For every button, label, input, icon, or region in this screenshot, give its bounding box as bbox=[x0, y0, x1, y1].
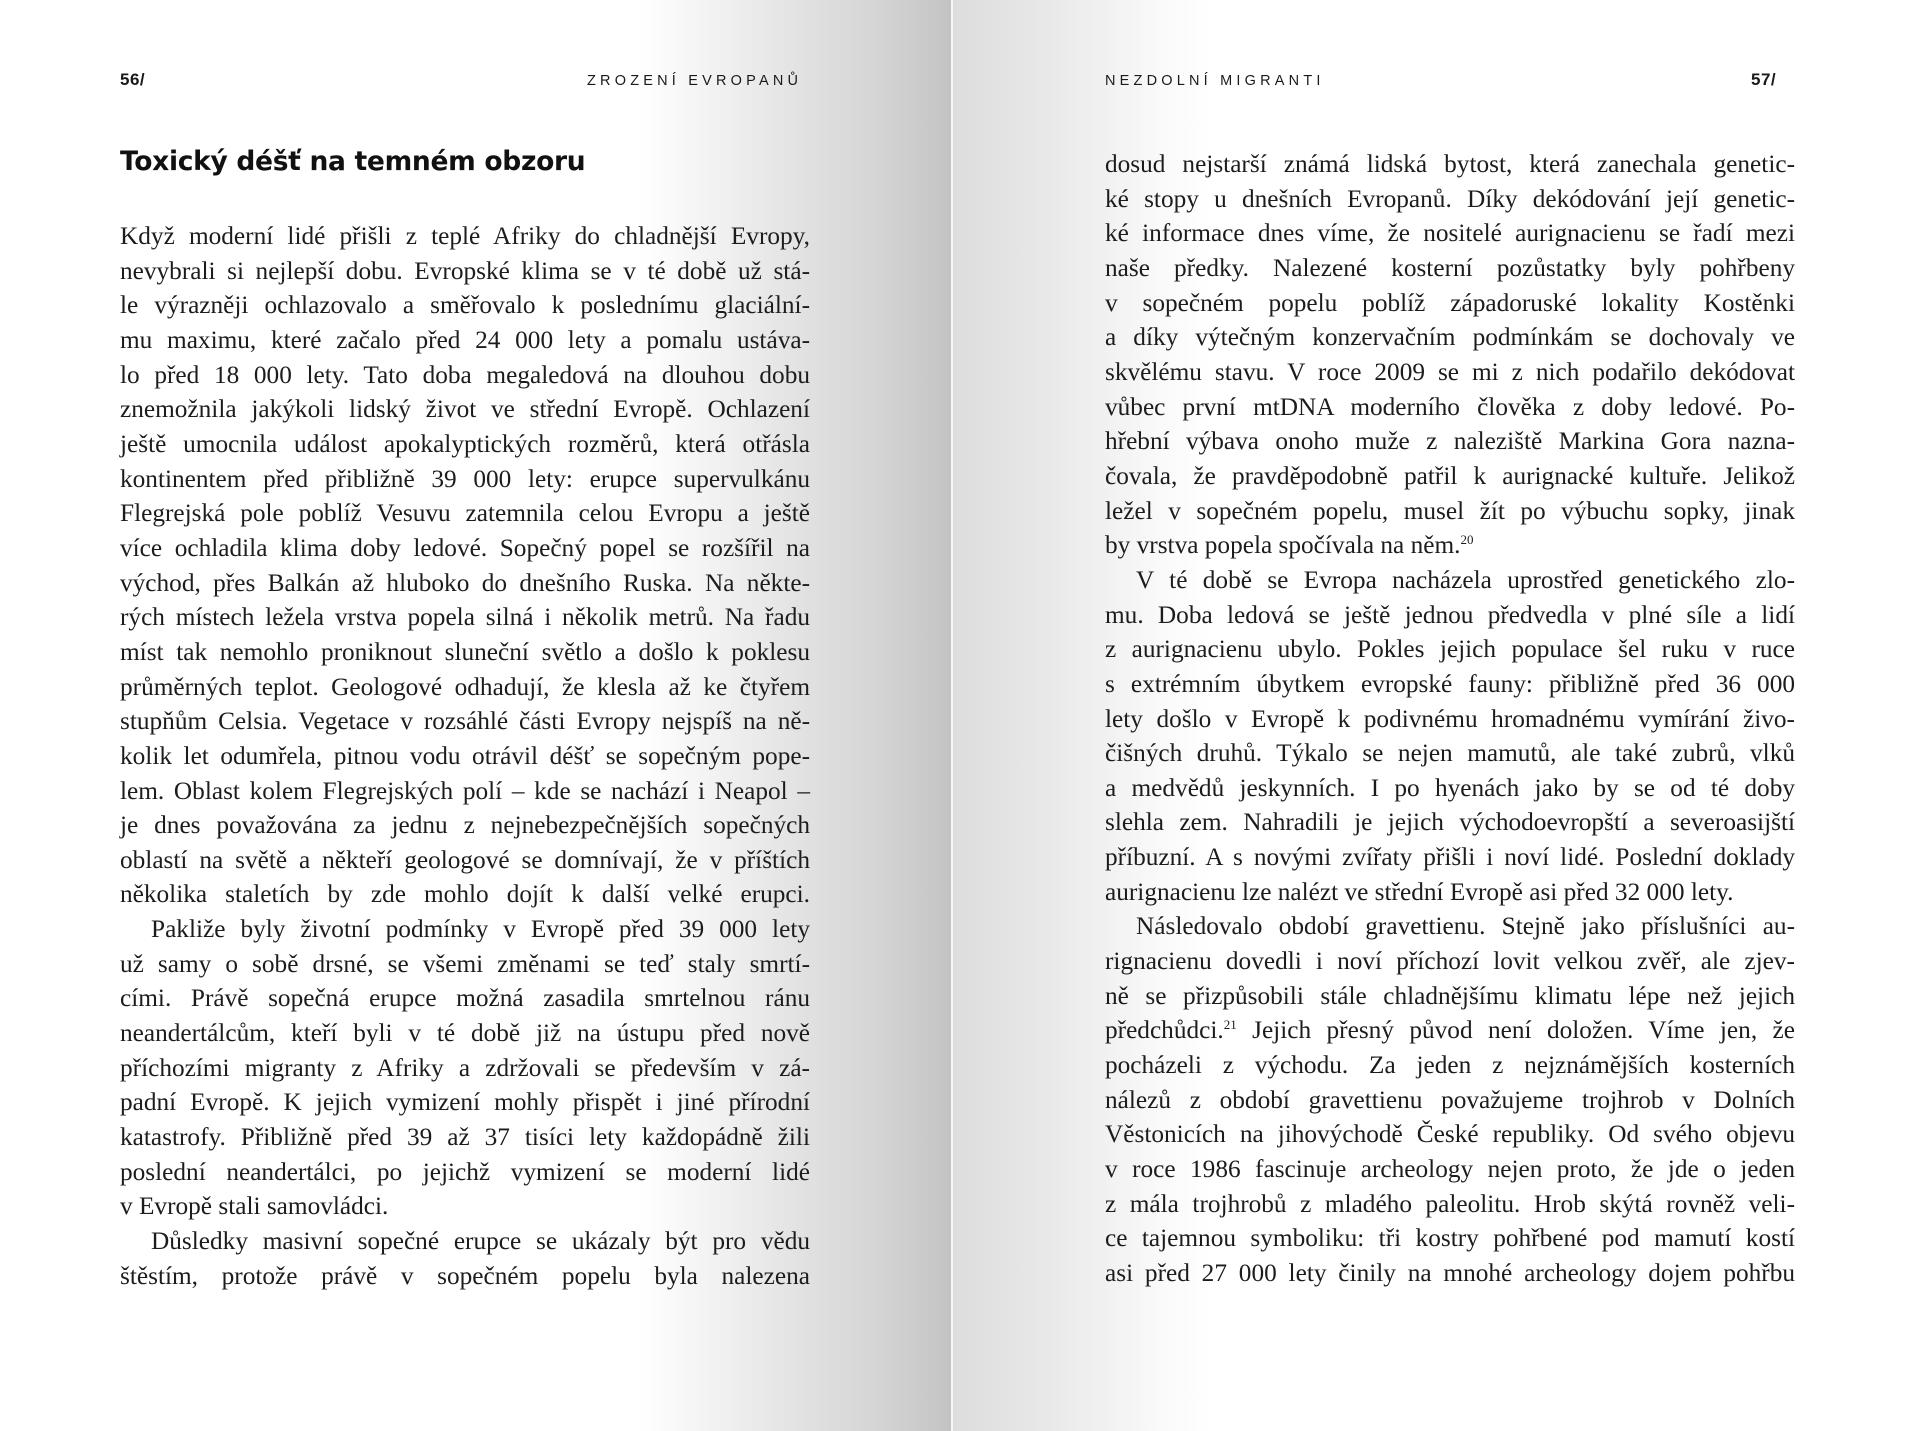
text-line: vůbec první mtDNA moderního člověka z doby ledové. Po- bbox=[1105, 392, 1795, 421]
section-heading: Toxický déšť na temném obzoru bbox=[120, 146, 586, 177]
text-line: ké stopy u dnešních Evropanů. Díky dekódování její genetic- bbox=[1105, 184, 1795, 213]
paragraph bbox=[120, 219, 810, 912]
text-line: několika staletích by zde mohlo dojít k další velké erupci. bbox=[120, 880, 810, 909]
text-line: oblastí na světě a někteří geologové se domnívají, že v příštích bbox=[120, 845, 810, 874]
paragraph bbox=[1105, 909, 1795, 1290]
paragraph bbox=[1105, 563, 1795, 910]
text-line: ještě umocnila událost apokalyptických rozměrů, která otřásla bbox=[120, 429, 810, 458]
page-number: 57 bbox=[1751, 70, 1771, 89]
text-line: ležel v sopečném popelu, musel žít po výbuchu sopky, jinak bbox=[1105, 496, 1795, 525]
line-text: předchůdci. bbox=[1105, 1016, 1224, 1045]
text-line: Pakliže byly životní podmínky v Evropě před 39 000 lety bbox=[151, 915, 810, 944]
left-page bbox=[0, 0, 951, 1431]
text-line: více ochladila klima doby ledové. Sopečný popel se rozšířil na bbox=[120, 533, 810, 562]
text-line: příbuzní. A s novými zvířaty přišli i noví lidé. Poslední doklady bbox=[1105, 843, 1795, 872]
right-body-text bbox=[1105, 147, 1795, 1291]
folio-separator: / bbox=[1770, 70, 1777, 89]
text-line: Flegrejská pole poblíž Vesuvu zatemnila celou Evropu a ještě bbox=[120, 499, 810, 528]
text-line: je dnes považována za jednu z nejnebezpečnějších sopečných bbox=[120, 811, 810, 840]
text-line: poslední neandertálci, po jejichž vymizení se moderní lidé bbox=[120, 1157, 810, 1186]
text-line: a díky výtečným konzervačním podmínkám se dochovaly ve bbox=[1105, 323, 1795, 352]
page-number: 56 bbox=[120, 70, 140, 89]
paragraph bbox=[120, 1224, 810, 1293]
right-page bbox=[953, 0, 1905, 1431]
text-line: Věstonicích na jihovýchodě České republiky. Od svého objevu bbox=[1105, 1120, 1795, 1149]
text-line: katastrofy. Přibližně před 39 až 37 tisíci lety každopádně žili bbox=[120, 1123, 810, 1152]
text-line: kolik let odumřela, pitnou vodu otrávil déšť se sopečným pope- bbox=[120, 741, 810, 770]
left-body-text bbox=[120, 219, 810, 1293]
text-line: dosud nejstarší známá lidská bytost, která zanechala genetic- bbox=[1105, 150, 1795, 178]
text-line: asi před 27 000 lety činily na mnohé archeology dojem pohřbu bbox=[1105, 1259, 1795, 1287]
text-line: mu. Doba ledová se ještě jednou předvedla v plné síle a lidí bbox=[1105, 600, 1795, 629]
text-line: rých místech ležela vrstva popela silná i několik metrů. Na řadu bbox=[120, 603, 810, 632]
paragraph bbox=[120, 912, 810, 1224]
text-line: Když moderní lidé přišli z teplé Afriky do chladnější Evropy, bbox=[120, 222, 810, 250]
text-line: pocházeli z východu. Za jeden z nejznámějších kosterních bbox=[1105, 1051, 1795, 1080]
text-line: kontinentem před přibližně 39 000 lety: erupce supervulkánu bbox=[120, 464, 810, 493]
text-line: ké informace dnes víme, že nositelé aurignacienu se řadí mezi bbox=[1105, 219, 1795, 248]
text-line: v roce 1986 fascinuje archeology nejen proto, že jde o jeden bbox=[1105, 1155, 1795, 1184]
footnote-ref-21[interactable]: 21 bbox=[1223, 1017, 1237, 1033]
text-line: padní Evropě. K jejich vymizení mohly přispět i jiné přírodní bbox=[120, 1088, 810, 1117]
text-line: V té době se Evropa nacházela uprostřed genetického zlo- bbox=[1136, 565, 1795, 594]
text-line: aurignacienu lze nalézt ve střední Evropě asi před 32 000 lety. bbox=[1105, 877, 1734, 906]
running-title-right: NEZDOLNÍ MIGRANTI bbox=[1105, 73, 1325, 89]
text-line: ce tajemnou symboliku: tři kostry pohřbené pod mamutí kostí bbox=[1105, 1224, 1795, 1253]
text-line: čovala, že pravděpodobně patřil k aurignacké kultuře. Jelikož bbox=[1105, 461, 1795, 490]
text-line: čišných druhů. Týkalo se nejen mamutů, ale také zubrů, vlků bbox=[1105, 739, 1795, 768]
folio-separator: / bbox=[139, 70, 146, 89]
left-folio bbox=[120, 70, 145, 90]
text-line: z aurignacienu ubylo. Pokles jejich populace šel ruku v ruce bbox=[1105, 635, 1795, 664]
text-line: v Evropě stali samovládci. bbox=[120, 1192, 389, 1221]
text-line: míst tak nemohlo proniknout sluneční světlo a došlo k poklesu bbox=[120, 637, 810, 666]
text-line: rignacienu dovedli i noví příchozí lovit velkou zvěř, ale zjev- bbox=[1105, 947, 1795, 976]
text-line: lety došlo v Evropě k podivnému hromadnému vymírání živo- bbox=[1105, 704, 1795, 733]
text-line: skvělému stavu. V roce 2009 se mi z nich podařilo dekódovat bbox=[1105, 357, 1795, 386]
text-line: Následovalo období gravettienu. Stejně jako příslušníci au- bbox=[1136, 912, 1795, 941]
text-line: stupňům Celsia. Vegetace v rozsáhlé části Evropy nejspíš na ně- bbox=[120, 707, 810, 736]
text-line: neandertálcům, kteří byli v té době již na ústupu před nově bbox=[120, 1019, 810, 1048]
text-line: průměrných teplot. Geologové odhadují, že klesla až ke čtyřem bbox=[120, 672, 810, 701]
footnote-ref-20[interactable]: 20 bbox=[1460, 532, 1474, 548]
text-line: Důsledky masivní sopečné erupce se ukázaly být pro vědu bbox=[151, 1227, 810, 1256]
text-line: nálezů z období gravettienu považujeme trojhrob v Dolních bbox=[1105, 1085, 1795, 1114]
text-line: naše předky. Nalezené kosterní pozůstatky byly pohřbeny bbox=[1105, 253, 1795, 282]
text-line: znemožnila jakýkoli lidský život ve střední Evropě. Ochlazení bbox=[120, 395, 810, 424]
text-line: cími. Právě sopečná erupce možná zasadila smrtelnou ránu bbox=[120, 984, 810, 1013]
text-line: lem. Oblast kolem Flegrejských polí – kde se nachází i Neapol – bbox=[120, 776, 810, 805]
text-line: ně se přizpůsobili stále chladnějšímu klimatu lépe než jejich bbox=[1105, 981, 1795, 1010]
text-line: příchozími migranty z Afriky a zdržovali se především v zá- bbox=[120, 1053, 810, 1082]
text-line: hřební výbava onoho muže z naleziště Markina Gora nazna- bbox=[1105, 427, 1795, 456]
text-line: štěstím, protože právě v sopečném popelu byla nalezena bbox=[120, 1261, 810, 1290]
text-line: lo před 18 000 lety. Tato doba megaledová na dlouhou dobu bbox=[120, 360, 810, 389]
text-line bbox=[1105, 1013, 1795, 1048]
text-line: v sopečném popelu poblíž západoruské lokality Kostěnki bbox=[1105, 288, 1795, 317]
running-title-left: ZROZENÍ EVROPANŮ bbox=[587, 73, 803, 89]
text-line: a medvědů jeskynních. I po hyenách jako by se od té doby bbox=[1105, 773, 1795, 802]
text-line bbox=[1105, 528, 1795, 563]
text-line: mu maximu, které začalo před 24 000 lety a pomalu ustáva- bbox=[120, 325, 810, 354]
text-line: slehla zem. Nahradili je jejich východoevropští a severoasijští bbox=[1105, 808, 1795, 837]
paragraph bbox=[1105, 147, 1795, 563]
text-line: z mála trojhrobů z mladého paleolitu. Hrob skýtá rovněž veli- bbox=[1105, 1189, 1795, 1218]
text-line: le výrazněji ochlazovalo a směřovalo k poslednímu glaciální- bbox=[120, 291, 810, 320]
text-line: s extrémním úbytkem evropské fauny: přibližně před 36 000 bbox=[1105, 669, 1795, 698]
line-text: Jejich přesný původ není doložen. Víme jen, že bbox=[1236, 1016, 1795, 1045]
line-text: by vrstva popela spočívala na něm. bbox=[1105, 531, 1461, 560]
text-line: nevybrali si nejlepší dobu. Evropské klima se v té době už stá- bbox=[120, 256, 810, 285]
text-line: už samy o sobě drsné, se všemi změnami se teď staly smrtí- bbox=[120, 949, 810, 978]
text-line: východ, přes Balkán až hluboko do dnešního Ruska. Na někte- bbox=[120, 568, 810, 597]
right-folio bbox=[1751, 70, 1776, 90]
